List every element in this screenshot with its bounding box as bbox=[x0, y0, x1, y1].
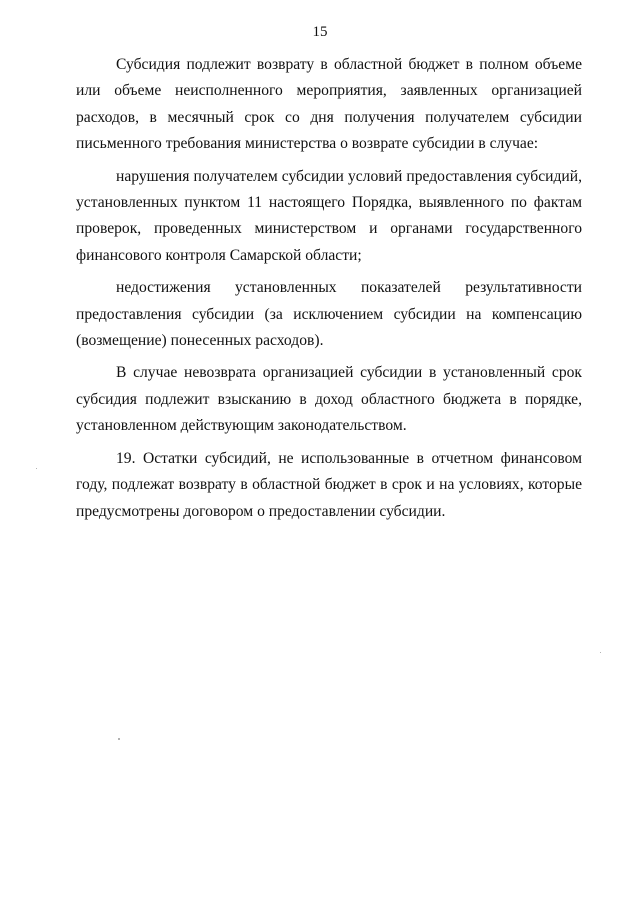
scan-speck bbox=[118, 738, 120, 740]
paragraph-19-remaining-funds: 19. Остатки субсидий, не использованные в отчетном финансовом году, подлежат возврату в областной бюджет в срок и на условиях, которые предусмотрены договором о предоставлении субсидии. bbox=[76, 449, 582, 520]
paragraph-violation-case: нарушения получателем субсидии условий предоставления субсидий, установленных пунктом 11 настоящего Порядка, выявленного по фактам проверок, проведенных министерством и органами государственного финансового контроля Самарской области; bbox=[76, 167, 582, 264]
paragraph-nonreturn-recovery: В случае невозврата организацией субсидии в установленный срок субсидия подлежит взысканию в доход областного бюджета в порядке, установленном действующим законодательством. bbox=[76, 364, 582, 435]
document-body bbox=[76, 52, 582, 531]
paragraph-refund-condition: Субсидия подлежит возврату в областной бюджет в полном объеме или объеме неисполненного мероприятия, заявленных организацией расходов, в месячный срок со дня получения получателем субсидии письменного требования министерства о возврате субсидии в случае: bbox=[76, 56, 582, 153]
page-number: 15 bbox=[312, 24, 328, 40]
scan-speck bbox=[36, 468, 37, 469]
paragraph-nonachievement-case: недостижения установленных показателей результативности предоставления субсидии (за исключением субсидии на компенсацию (возмещение) понесенных расходов). bbox=[76, 279, 582, 350]
scan-speck bbox=[600, 652, 601, 653]
